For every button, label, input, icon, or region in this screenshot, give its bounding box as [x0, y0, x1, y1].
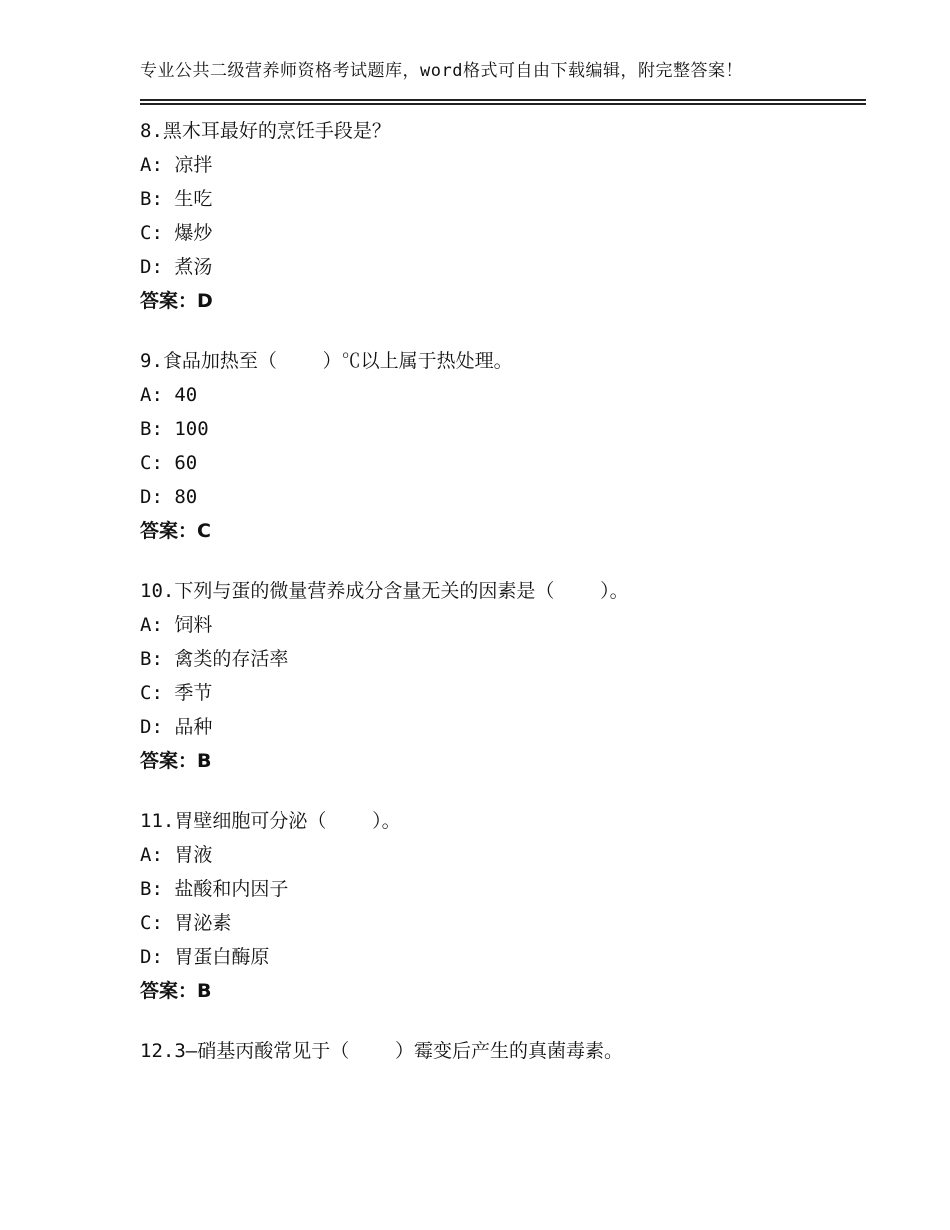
question-stem: 10.下列与蛋的微量营养成分含量无关的因素是（ ）。 — [140, 580, 629, 602]
question-stem: 11.胃壁细胞可分泌（ ）。 — [140, 810, 401, 832]
answer-line: 答案：C — [140, 520, 211, 542]
option-b: B: 生吃 — [140, 188, 213, 210]
question-8 — [140, 114, 866, 318]
option-a: A: 胃液 — [140, 844, 213, 866]
option-b: B: 禽类的存活率 — [140, 648, 289, 670]
question-12 — [140, 1034, 866, 1068]
option-c: C: 60 — [140, 452, 198, 474]
option-a: A: 40 — [140, 384, 198, 406]
question-9 — [140, 344, 866, 548]
header-rule-top — [140, 99, 866, 101]
question-stem: 9.食品加热至（ ）℃以上属于热处理。 — [140, 350, 513, 372]
question-stem: 12.3—硝基丙酸常见于（ ）霉变后产生的真菌毒素。 — [140, 1040, 623, 1062]
option-b: B: 100 — [140, 418, 209, 440]
option-c: C: 胃泌素 — [140, 912, 232, 934]
option-a: A: 饲料 — [140, 614, 213, 636]
option-d: D: 品种 — [140, 716, 213, 738]
header-rule-bottom — [140, 103, 866, 105]
option-d: D: 80 — [140, 486, 198, 508]
option-c: C: 爆炒 — [140, 222, 213, 244]
option-d: D: 胃蛋白酶原 — [140, 946, 270, 968]
answer-line: 答案：B — [140, 750, 212, 772]
option-a: A: 凉拌 — [140, 154, 213, 176]
answer-line: 答案：D — [140, 290, 213, 312]
answer-line: 答案：B — [140, 980, 212, 1002]
option-d: D: 煮汤 — [140, 256, 213, 278]
question-list — [140, 114, 866, 1094]
question-10 — [140, 574, 866, 778]
question-stem: 8.黑木耳最好的烹饪手段是？ — [140, 120, 391, 142]
option-b: B: 盐酸和内因子 — [140, 878, 289, 900]
question-11 — [140, 804, 866, 1008]
option-c: C: 季节 — [140, 682, 213, 704]
document-header: 专业公共二级营养师资格考试题库，word格式可自由下载编辑，附完整答案！ — [140, 61, 743, 81]
